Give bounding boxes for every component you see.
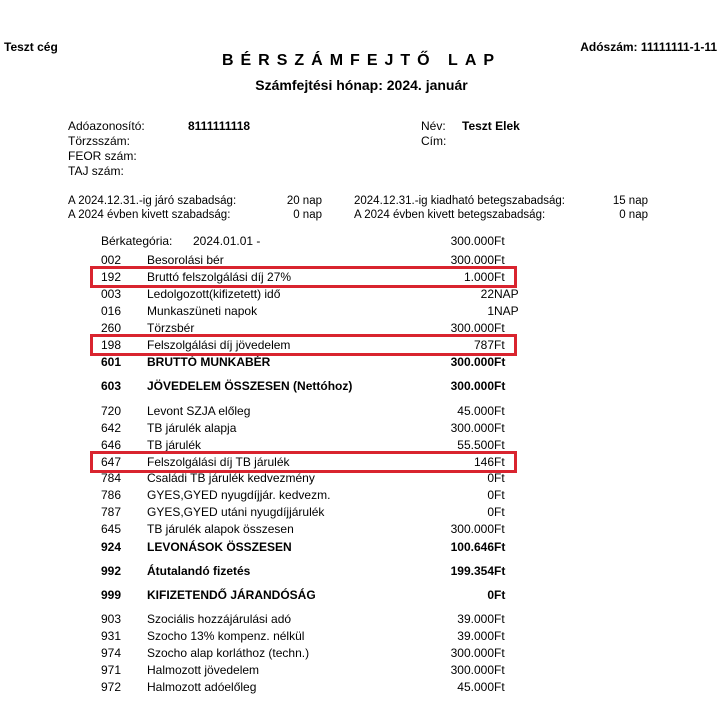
taj-label: TAJ szám: [68,164,124,178]
highlight-box-198 [90,334,517,356]
item-code: 647 [101,455,122,469]
item-unit: Ft [494,321,505,335]
item-code: 002 [101,253,122,267]
payroll-row-903 [101,612,511,628]
page-subtitle: Számfejtési hónap: 2024. január [255,77,468,93]
tax-number-value: 11111111-1-11 [640,40,717,54]
item-code: 924 [101,540,122,554]
item-unit: Ft [494,505,505,519]
item-code: 974 [101,646,122,660]
address-label: Cím: [421,134,447,148]
item-name: Besorolási bér [147,253,224,267]
item-amount: 0 [487,588,494,602]
item-name: BRUTTÓ MUNKABÉR [147,355,271,369]
payroll-row-720 [101,404,511,420]
category-amount: 300.000 [450,234,494,248]
item-amount: 39.000 [457,629,494,643]
item-name: Törzsbér [147,321,195,335]
item-unit: Ft [494,379,506,393]
item-name: Szocho alap korláthoz (techn.) [147,646,310,660]
payroll-row-787 [101,505,511,521]
item-name: Munkaszüneti napok [147,304,258,318]
item-code: 720 [101,404,122,418]
payroll-row-003 [101,287,519,303]
item-name: Ledolgozott(kifizetett) idő [147,287,281,301]
item-amount: 0 [487,471,494,485]
feor-label: FEOR szám: [68,149,137,163]
item-unit: Ft [494,355,506,369]
item-amount: 300.000 [450,522,494,536]
item-amount: 300.000 [450,379,494,393]
item-code: 999 [101,588,122,602]
item-name: Levont SZJA előleg [147,404,251,418]
item-name: Halmozott jövedelem [147,663,260,677]
payroll-row-971 [101,663,511,679]
item-code: 784 [101,471,122,485]
item-name: GYES,GYED utáni nyugdíjjárulék [147,505,325,519]
payroll-row-992 [101,564,511,580]
item-name: LEVONÁSOK ÖSSZESEN [147,540,292,554]
item-amount: 300.000 [450,646,494,660]
category-date: 2024.01.01 - [193,234,261,248]
item-amount: 39.000 [457,612,494,626]
payroll-row-931 [101,629,511,645]
item-unit: Ft [494,421,505,435]
item-unit: Ft [494,588,506,602]
item-unit: Ft [494,646,505,660]
item-unit: Ft [494,488,505,502]
item-code: 645 [101,522,122,536]
page-title: BÉRSZÁMFEJTŐ LAP [221,52,502,69]
item-code: 003 [101,287,122,301]
payroll-row-642 [101,421,511,437]
tax-id-value: 8111111118 [188,119,251,133]
item-code: 601 [101,355,122,369]
item-unit: Ft [494,404,505,418]
leave-entitled-label: A 2024.12.31.-ig járó szabadság: [68,195,237,207]
item-code: 642 [101,421,122,435]
item-name: Családi TB járulék kedvezmény [147,471,315,485]
item-unit: Ft [494,612,505,626]
item-name: TB járulék alapok összesen [147,522,294,536]
item-unit: Ft [494,455,505,469]
category-unit: Ft [494,234,505,248]
item-amount: 1 [487,304,494,318]
item-unit: Ft [494,663,505,677]
item-code: 603 [101,379,122,393]
leave-taken-label: A 2024 évben kivett szabadság: [68,209,231,221]
payroll-row-786 [101,488,511,504]
payroll-row-974 [101,646,511,662]
item-amount: 300.000 [450,355,494,369]
item-unit: NAP [494,287,519,301]
employee-name-value: Teszt Elek [462,119,520,133]
payroll-row-016 [101,304,519,320]
payroll-row-999 [101,588,511,604]
item-name: Átutalandó fizetés [147,564,251,578]
item-amount: 199.354 [450,564,494,578]
item-unit: Ft [494,471,505,485]
payroll-row-603 [101,379,511,395]
item-amount: 300.000 [450,421,494,435]
item-unit: Ft [494,680,505,694]
item-amount: 300.000 [450,663,494,677]
payroll-row-645 [101,522,511,538]
item-amount: 300.000 [450,321,494,335]
company-name: Teszt cég [4,40,58,54]
item-name: Bruttó felszolgálási díj 27% [147,270,292,284]
leave-entitled-value: 20 nap [286,195,322,207]
item-code: 260 [101,321,122,335]
item-code: 972 [101,680,122,694]
item-amount: 55.500 [457,438,494,452]
item-name: Felszolgálási díj TB járulék [147,455,290,469]
register-number-label: Törzsszám: [68,134,131,148]
payroll-row-784 [101,471,511,487]
item-code: 931 [101,629,122,643]
item-code: 016 [101,304,122,318]
item-amount: 146 [473,455,494,469]
sick-leave-entitled-label: 2024.12.31.-ig kiadható betegszabadság: [354,195,565,207]
item-name: KIFIZETENDŐ JÁRANDÓSÁG [147,588,316,602]
item-amount: 0 [487,505,494,519]
item-name: Szociális hozzájárulási adó [147,612,292,626]
item-code: 992 [101,564,122,578]
item-unit: Ft [494,522,505,536]
payroll-row-601 [101,355,511,371]
item-name: Felszolgálási díj jövedelem [147,338,291,352]
item-unit: Ft [494,253,505,267]
item-unit: Ft [494,438,505,452]
item-unit: Ft [494,564,506,578]
item-code: 903 [101,612,122,626]
tax-id-label: Adóazonosító: [68,119,145,133]
item-unit: Ft [494,629,505,643]
payroll-row-924 [101,540,511,556]
item-name: GYES,GYED nyugdíjjár. kedvezm. [147,488,331,502]
item-name: Halmozott adóelőleg [147,680,257,694]
item-code: 971 [101,663,122,677]
item-unit: Ft [494,540,506,554]
sick-leave-taken-label: A 2024 évben kivett betegszabadság: [354,209,546,221]
item-name: TB járulék [147,438,202,452]
payroll-row-972 [101,680,511,696]
category-label: Bérkategória: [101,234,173,248]
sick-leave-taken-value: 0 nap [619,209,648,221]
item-amount: 45.000 [457,404,494,418]
item-amount: 100.646 [450,540,494,554]
leave-taken-value: 0 nap [293,209,322,221]
tax-number-label: Adószám: [580,40,638,54]
item-name: TB járulék alapja [147,421,237,435]
item-code: 646 [101,438,122,452]
item-code: 787 [101,505,122,519]
item-code: 192 [101,270,122,284]
salary-category-row [101,234,511,250]
highlight-box-192 [90,266,517,288]
sick-leave-entitled-value: 15 nap [612,195,648,207]
item-unit: Ft [494,338,505,352]
highlight-box-647 [90,451,517,473]
item-amount: 45.000 [457,680,494,694]
item-amount: 0 [487,488,494,502]
item-code: 786 [101,488,122,502]
item-name: Szocho 13% kompenz. nélkül [147,629,305,643]
item-amount: 1.000 [463,270,494,284]
item-unit: Ft [494,270,505,284]
item-code: 198 [101,338,122,352]
item-amount: 300.000 [450,253,494,267]
item-name: JÖVEDELEM ÖSSZESEN (Nettóhoz) [147,379,353,393]
item-unit: NAP [494,304,519,318]
employee-name-label: Név: [421,119,446,133]
item-amount: 787 [473,338,494,352]
item-amount: 22 [480,287,494,301]
